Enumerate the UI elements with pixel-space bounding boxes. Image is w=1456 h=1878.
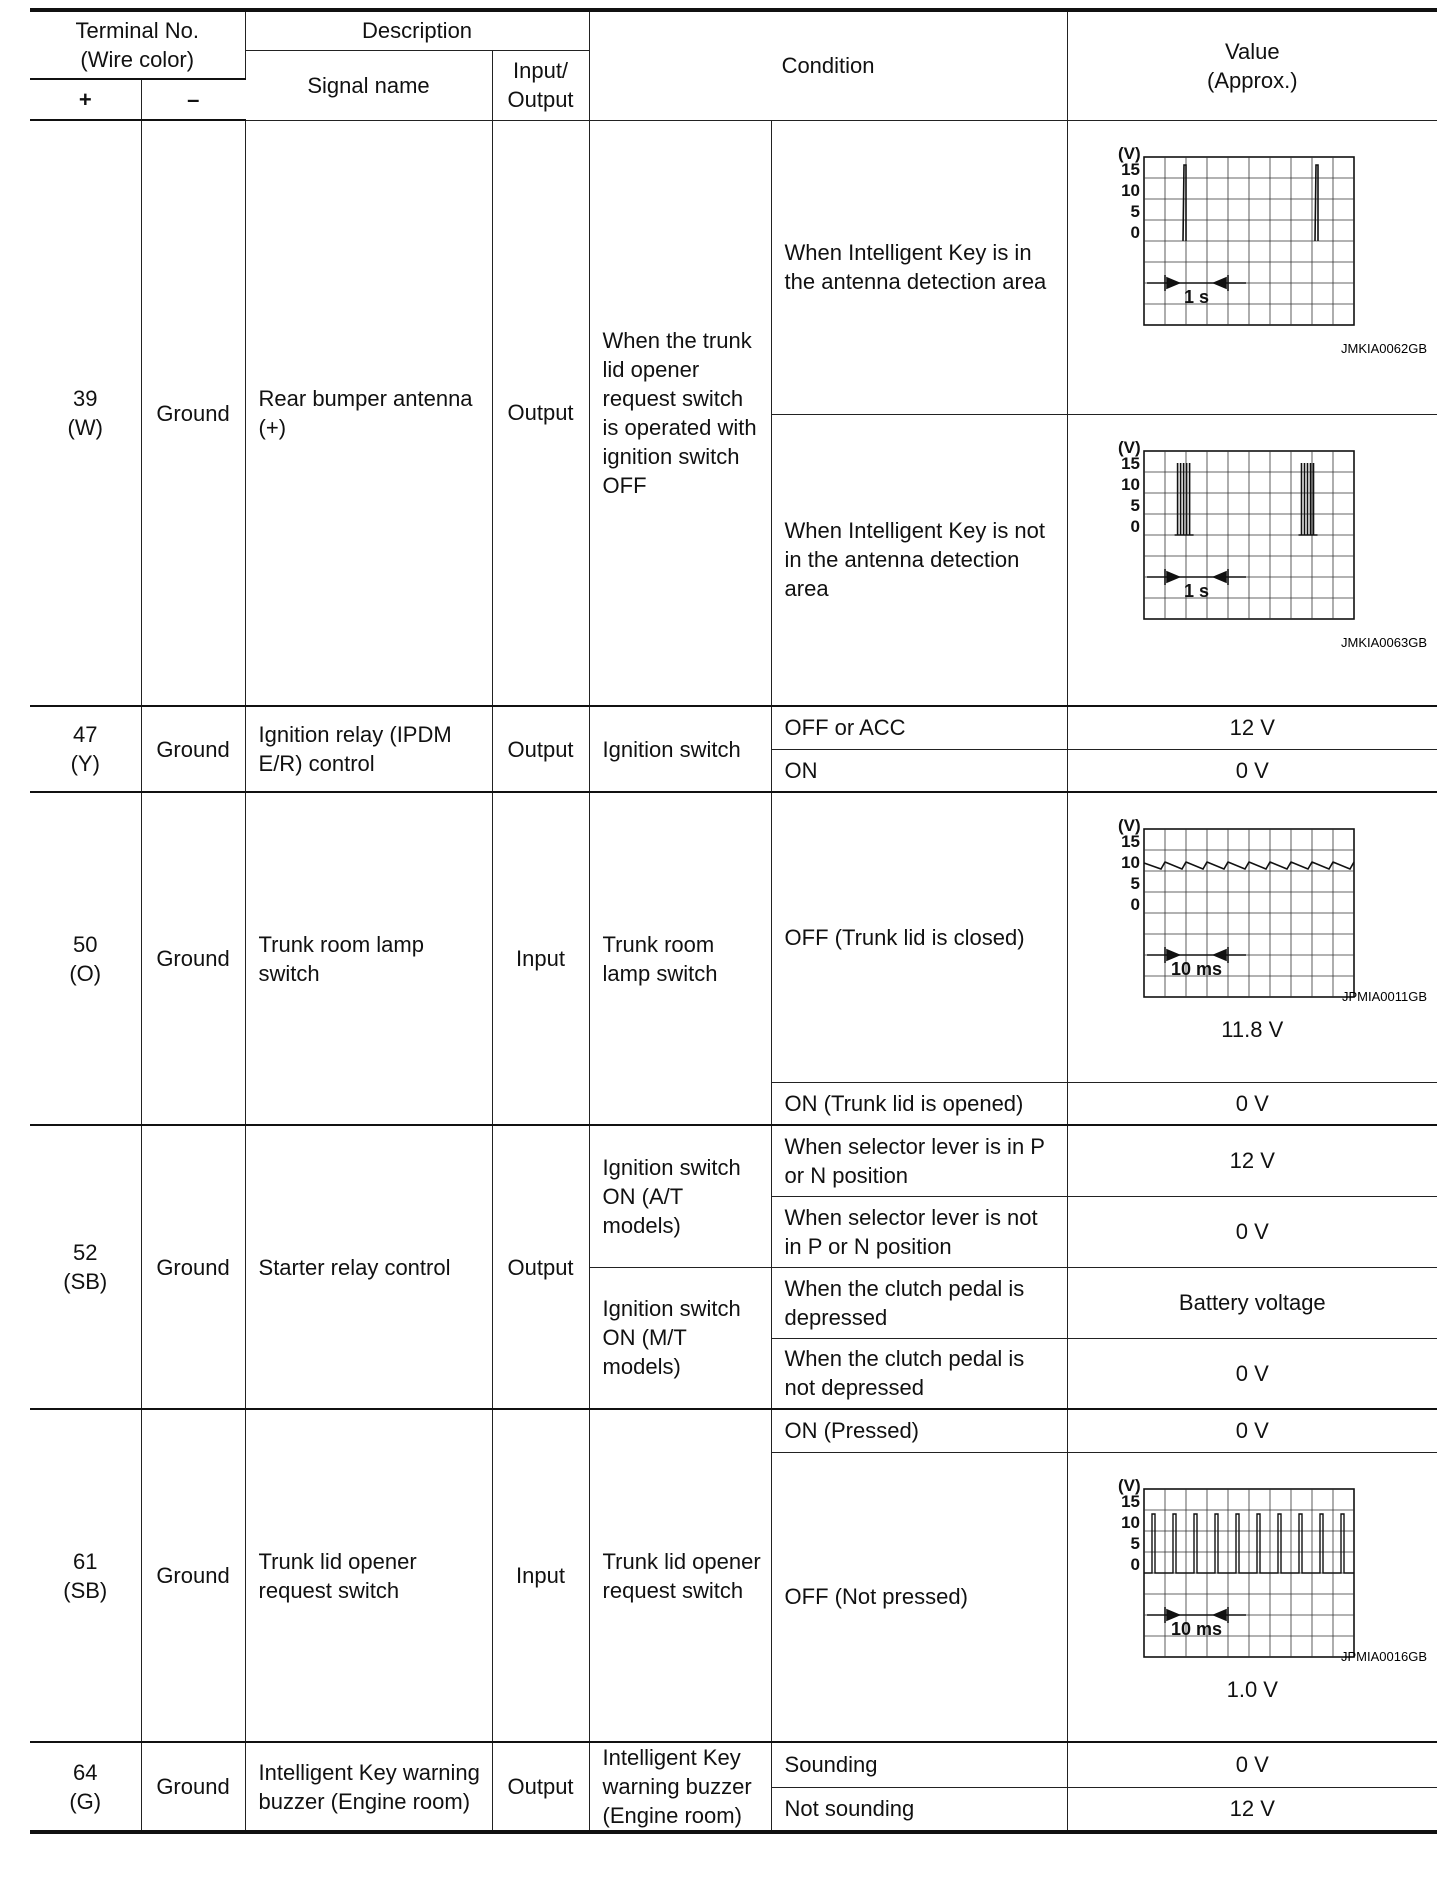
condition-main: Trunk room lamp switch	[589, 792, 771, 1125]
condition-sub: When selector lever is not in P or N position	[771, 1196, 1067, 1267]
condition-sub: Sounding	[771, 1742, 1067, 1787]
scope-y-tick: 10	[1121, 474, 1141, 494]
condition-sub: ON	[771, 749, 1067, 792]
signal-name: Rear bumper antenna (+)	[245, 120, 492, 706]
header-input-output	[492, 50, 589, 120]
wire-color: (G)	[69, 1788, 102, 1814]
value-text: 0 V	[1067, 1082, 1437, 1125]
scope-y-tick: 15	[1121, 159, 1141, 179]
terminal-number: 47	[73, 722, 98, 747]
input-output: Output	[492, 706, 589, 792]
value-text: 11.8 V	[1221, 1017, 1284, 1042]
condition-sub: OFF or ACC	[771, 706, 1067, 749]
scope-trace	[1183, 165, 1318, 241]
input-output: Output	[492, 120, 589, 706]
figure-code: JPMIA0016GB	[1341, 1648, 1428, 1664]
header-terminal-no	[30, 10, 245, 79]
oscilloscope-waveform	[1101, 1453, 1431, 1703]
signal-name: Trunk lid opener request switch	[245, 1409, 492, 1742]
oscilloscope-waveform	[1101, 793, 1431, 1043]
value-text: 0 V	[1067, 1742, 1437, 1787]
wire-color: (O)	[69, 960, 102, 986]
terminal-number: 64	[73, 1759, 98, 1785]
value-text: 0 V	[1067, 1338, 1437, 1409]
input-output: Input	[492, 1409, 589, 1742]
scope-unit-label: (V)	[1118, 816, 1141, 835]
terminal-minus: Ground	[141, 1409, 245, 1742]
terminal-47-cell	[30, 706, 141, 792]
terminal-number: 61	[73, 1548, 98, 1574]
signal-name: Intelligent Key warning buzzer (Engine room)	[245, 1742, 492, 1832]
oscilloscope-waveform	[1101, 121, 1431, 361]
value-text: 0 V	[1067, 749, 1437, 792]
input-output: Output	[492, 1125, 589, 1409]
value-waveform-cell	[1067, 792, 1437, 1082]
condition-sub: When the clutch pedal is not depressed	[771, 1338, 1067, 1409]
condition-sub: When the clutch pedal is depressed	[771, 1267, 1067, 1338]
scope-y-tick: 5	[1130, 495, 1141, 515]
terminal-50-cell	[30, 792, 141, 1125]
scope-y-tick: 15	[1121, 832, 1141, 851]
terminal-inspection-table	[30, 8, 1437, 1834]
figure-code: JPMIA0011GB	[1342, 989, 1428, 1004]
condition-sub: OFF (Trunk lid is closed)	[771, 792, 1067, 1082]
header-value	[1067, 10, 1437, 120]
condition-sub: Not sounding	[771, 1787, 1067, 1832]
condition-sub: ON (Trunk lid is opened)	[771, 1082, 1067, 1125]
scope-trace	[1175, 463, 1318, 535]
scope-y-tick: 0	[1130, 895, 1141, 914]
value-text: 12 V	[1067, 706, 1437, 749]
terminal-minus: Ground	[141, 1125, 245, 1409]
scope-grid	[1144, 157, 1354, 325]
terminal-minus: Ground	[141, 706, 245, 792]
header-minus: –	[141, 79, 245, 120]
scope-y-tick: 10	[1121, 853, 1141, 872]
value-text: Battery voltage	[1067, 1267, 1437, 1338]
scope-y-tick: 15	[1121, 1491, 1141, 1511]
scope-time-label: 1 s	[1184, 580, 1210, 601]
terminal-61-cell	[30, 1409, 141, 1742]
input-output: Output	[492, 1742, 589, 1832]
wire-color: (SB)	[63, 1577, 108, 1603]
scope-y-tick: 5	[1130, 874, 1141, 893]
terminal-minus: Ground	[141, 1742, 245, 1832]
scope-unit-label: (V)	[1118, 143, 1141, 163]
header-plus: +	[30, 79, 141, 120]
header-value-approx: (Approx.)	[1207, 67, 1298, 93]
terminal-64-cell	[30, 1742, 141, 1832]
terminal-39-cell	[30, 120, 141, 706]
header-io-line1: Input/	[513, 58, 569, 83]
condition-main: Trunk lid opener request switch	[589, 1409, 771, 1742]
terminal-minus: Ground	[141, 120, 245, 706]
scope-unit-label: (V)	[1118, 1475, 1141, 1495]
scope-unit-label: (V)	[1118, 437, 1141, 457]
oscilloscope-waveform	[1101, 415, 1431, 655]
wire-color: (SB)	[63, 1269, 108, 1294]
header-description: Description	[245, 10, 589, 50]
header-terminal-no-text: Terminal No.	[75, 18, 199, 43]
scope-y-tick: 0	[1130, 222, 1141, 242]
condition-sub: OFF (Not pressed)	[771, 1452, 1067, 1742]
header-wire-color-text: (Wire color)	[80, 47, 195, 72]
header-value-text: Value	[1224, 38, 1280, 64]
value-waveform-cell	[1067, 120, 1437, 414]
scope-y-tick: 10	[1121, 1512, 1141, 1532]
terminal-number: 50	[73, 931, 98, 957]
header-condition: Condition	[589, 10, 1067, 120]
scope-y-tick: 0	[1130, 1554, 1141, 1574]
value-text: 12 V	[1067, 1787, 1437, 1832]
value-text: 0 V	[1067, 1409, 1437, 1452]
input-output: Input	[492, 792, 589, 1125]
value-waveform-cell	[1067, 414, 1437, 706]
scope-y-tick: 5	[1130, 201, 1141, 221]
figure-code: JMKIA0062GB	[1341, 340, 1428, 356]
scope-y-tick: 5	[1130, 1533, 1141, 1553]
value-text: 1.0 V	[1226, 1676, 1278, 1702]
signal-name: Ignition relay (IPDM E/R) control	[245, 706, 492, 792]
value-text: 0 V	[1067, 1196, 1437, 1267]
scope-time-label: 1 s	[1184, 286, 1210, 307]
header-io-line2: Output	[507, 87, 574, 112]
scope-y-tick: 15	[1121, 453, 1141, 473]
signal-name: Starter relay control	[245, 1125, 492, 1409]
scope-time-label: 10 ms	[1171, 1618, 1223, 1639]
condition-sub: ON (Pressed)	[771, 1409, 1067, 1452]
condition-main: When the trunk lid opener request switch is operated with ignition switch OFF	[589, 120, 771, 706]
terminal-minus: Ground	[141, 792, 245, 1125]
signal-name: Trunk room lamp switch	[245, 792, 492, 1125]
condition-main: Ignition switch ON (M/T models)	[589, 1267, 771, 1409]
condition-sub: When selector lever is in P or N position	[771, 1125, 1067, 1196]
condition-main: Ignition switch	[589, 706, 771, 792]
wire-color: (W)	[67, 415, 103, 440]
wire-color: (Y)	[70, 751, 100, 776]
terminal-number: 39	[73, 386, 98, 411]
condition-main: Intelligent Key warning buzzer (Engine room)	[589, 1742, 771, 1832]
value-text: 12 V	[1067, 1125, 1437, 1196]
value-waveform-cell	[1067, 1452, 1437, 1742]
scope-y-tick: 10	[1121, 180, 1141, 200]
condition-main: Ignition switch ON (A/T models)	[589, 1125, 771, 1267]
terminal-52-cell	[30, 1125, 141, 1409]
scope-y-tick: 0	[1130, 516, 1141, 536]
condition-sub: When Intelligent Key is in the antenna detection area	[771, 120, 1067, 414]
header-signal-name: Signal name	[245, 50, 492, 120]
scope-time-label: 10 ms	[1171, 959, 1223, 979]
condition-sub: When Intelligent Key is not in the antenna detection area	[771, 414, 1067, 706]
figure-code: JMKIA0063GB	[1341, 634, 1428, 650]
terminal-number: 52	[73, 1240, 98, 1265]
